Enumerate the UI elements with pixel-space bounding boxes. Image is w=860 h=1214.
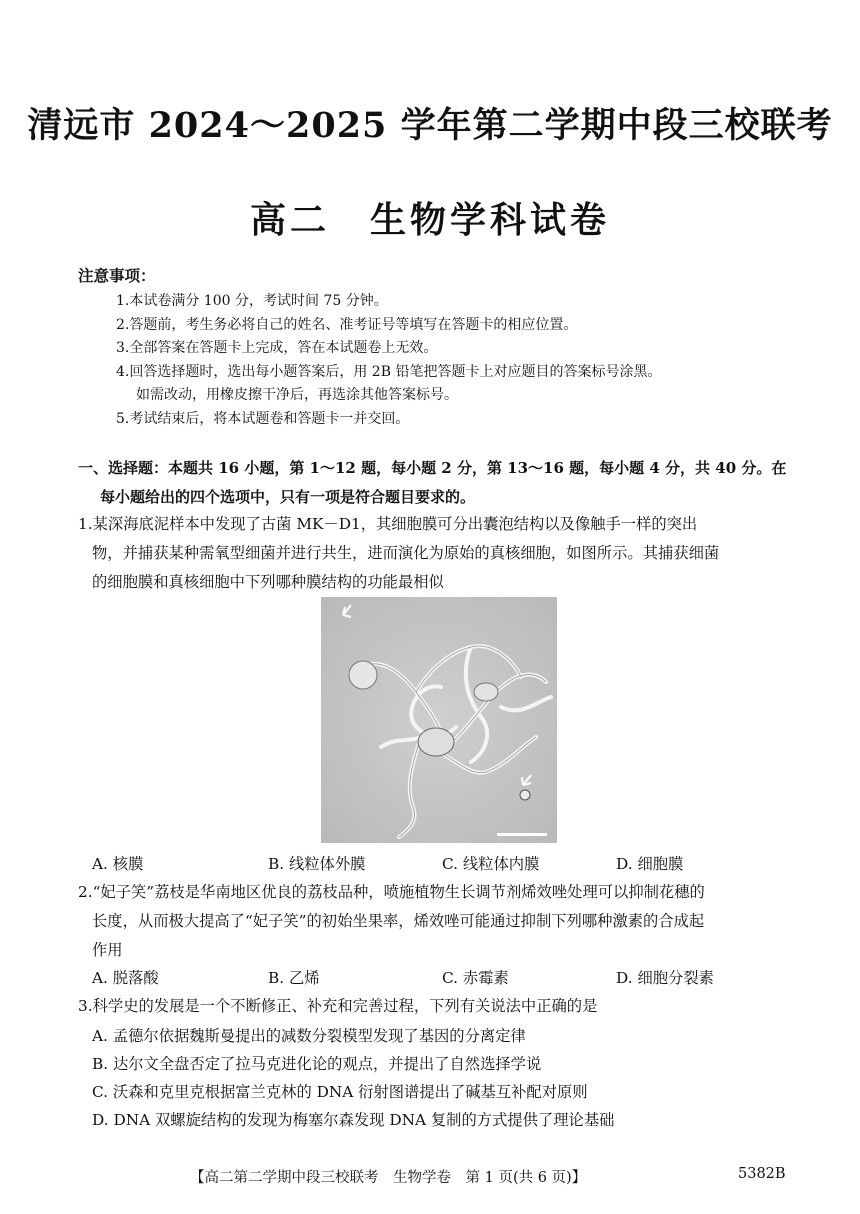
notice-item-2: 2.答题前，考生务必将自己的姓名、准考证号等填写在答题卡的相应位置。 — [116, 316, 578, 333]
question-1-line-1: 1.某深海底泥样本中发现了古菌 MK－D1，其细胞膜可分出囊泡结构以及像触手一样的突出 — [78, 515, 698, 533]
question-2-line-3: 作用 — [92, 941, 123, 959]
question-2 — [78, 878, 798, 965]
section-line-2: 每小题给出的四个选项中，只有一项是符合题目要求的。 — [100, 488, 476, 506]
footer-page-info: 【高二第二学期中段三校联考 生物学卷 第 1 页(共 6 页)】 — [190, 1170, 587, 1186]
question-1-option-d: D. 细胞膜 — [616, 855, 684, 873]
question-1 — [78, 510, 798, 597]
notice-item-4: 4.回答选择题时，选出每小题答案后，用 2B 铅笔把答题卡上对应题目的答案标号涂黑。 — [116, 363, 662, 380]
notice-heading: 注意事项： — [78, 266, 156, 285]
notice-item-5: 5.考试结束后，将本试题卷和答题卡一并交回。 — [116, 410, 410, 427]
notice-item-1: 1.本试卷满分 100 分，考试时间 75 分钟。 — [116, 293, 388, 309]
question-1-option-b: B. 线粒体外膜 — [268, 855, 366, 873]
question-3-option-c: C. 沃森和克里克根据富兰克林的 DNA 衍射图谱提出了碱基互补配对原则 — [92, 1083, 588, 1101]
question-2-line-1: 2.“妃子笑”荔枝是华南地区优良的荔枝品种，喷施植物生长调节剂烯效唑处理可以抑制花穗的 — [78, 883, 705, 901]
question-1-option-a: A. 核膜 — [92, 855, 144, 873]
question-3-line-1: 3.科学史的发展是一个不断修正、补充和完善过程，下列有关说法中正确的是 — [78, 997, 598, 1015]
question-3-option-b: B. 达尔文全盘否定了拉马克进化论的观点，并提出了自然选择学说 — [92, 1055, 542, 1073]
notice-item-4-cont: 如需改动，用橡皮擦干净后，再选涂其他答案标号。 — [136, 387, 458, 404]
question-3-option-d: D. DNA 双螺旋结构的发现为梅塞尔森发现 DNA 复制的方式提供了理论基础 — [92, 1111, 615, 1129]
section-line-1: 一、选择题：本题共 16 小题，第 1～12 题，每小题 2 分，第 13～16 题，每小题 4 分，共 40 分。在 — [78, 459, 787, 477]
notice-item-3: 3.全部答案在答题卡上完成，答在本试题卷上无效。 — [116, 340, 438, 357]
section-heading — [78, 454, 798, 512]
question-2-line-2: 长度，从而极大提高了“妃子笑”的初始坐果率，烯效唑可能通过抑制下列哪种激素的合成起 — [92, 912, 705, 930]
question-1-option-c: C. 线粒体内膜 — [442, 855, 540, 873]
question-1-options — [92, 852, 792, 881]
exam-subtitle: 高二 生物学科试卷 — [249, 199, 610, 241]
question-1-line-3: 的细胞膜和真核细胞中下列哪种膜结构的功能最相似 — [92, 573, 444, 591]
question-3 — [78, 992, 798, 1021]
notice-list — [116, 290, 806, 432]
exam-title: 清远市 2024～2025 学年第二学期中段三校联考 — [27, 105, 833, 146]
question-3-options — [92, 1022, 812, 1134]
micrograph-figure — [321, 597, 557, 843]
footer-code: 5382B — [738, 1166, 786, 1182]
question-3-option-a: A. 孟德尔依据魏斯曼提出的减数分裂模型发现了基因的分离定律 — [92, 1027, 526, 1045]
question-2-option-c: C. 赤霉素 — [442, 969, 509, 987]
question-1-line-2: 物，并捕获某种需氧型细菌并进行共生，进而演化为原始的真核细胞，如图所示。其捕获细菌 — [92, 544, 720, 562]
question-2-option-a: A. 脱落酸 — [92, 969, 159, 987]
question-2-option-d: D. 细胞分裂素 — [616, 969, 714, 987]
question-2-option-b: B. 乙烯 — [268, 969, 320, 987]
question-2-options — [92, 966, 792, 995]
micrograph-image — [321, 597, 557, 843]
